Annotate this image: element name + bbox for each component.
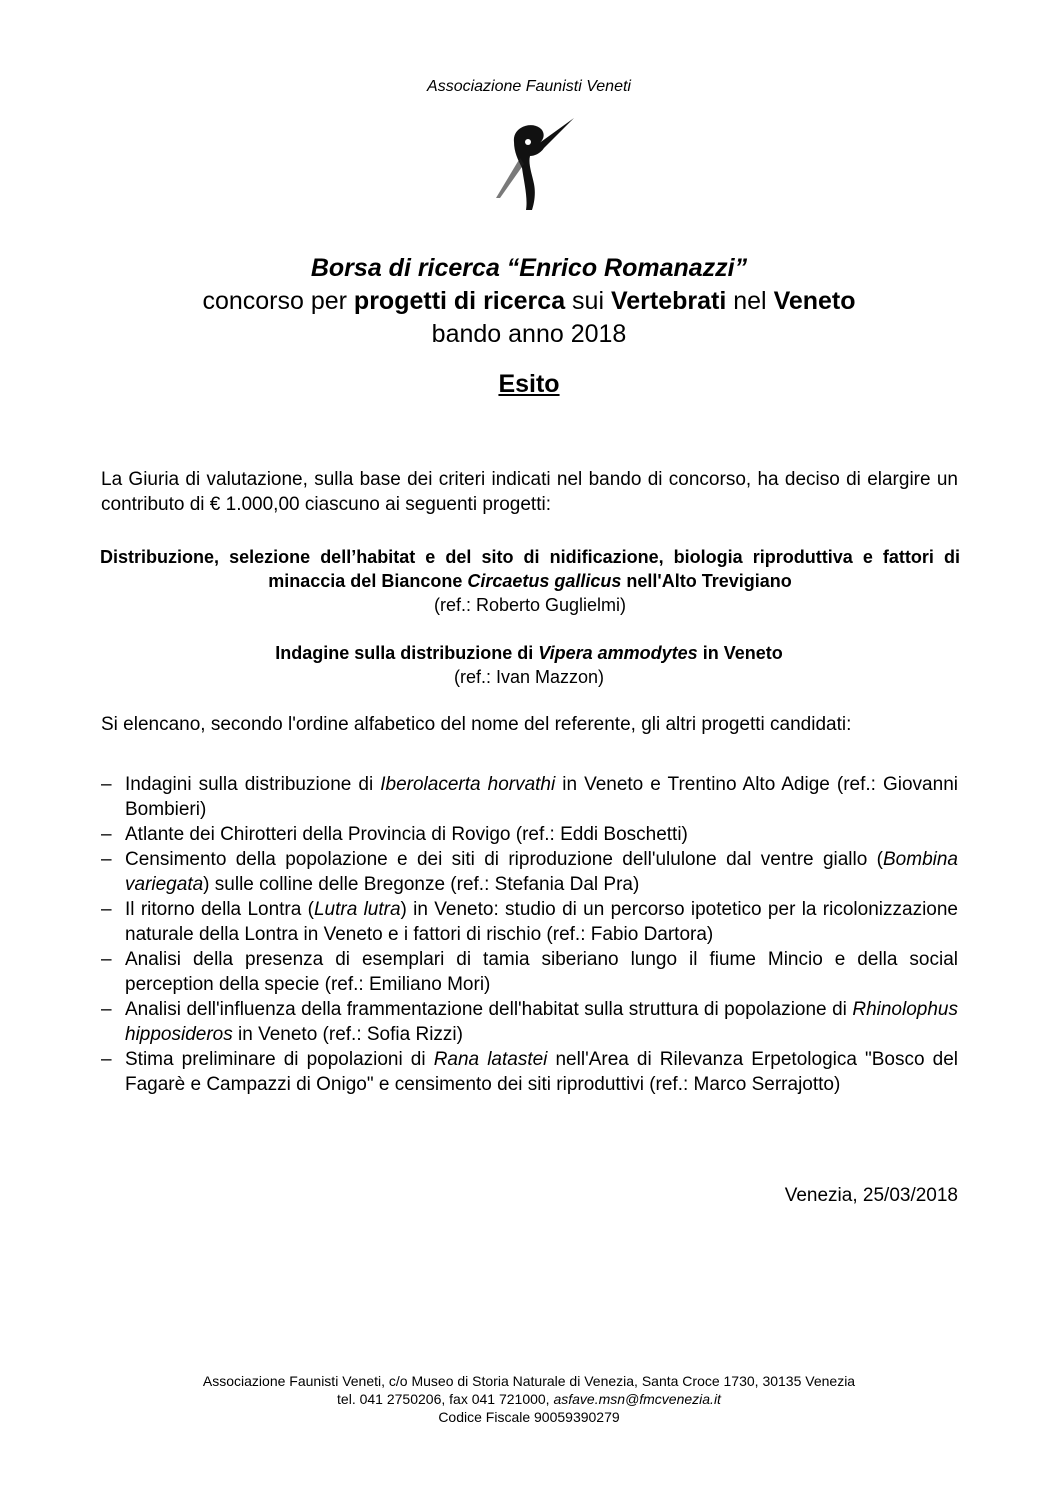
document-date: Venezia, 25/03/2018 [784, 1185, 958, 1206]
call-year: bando anno 2018 [431, 320, 627, 348]
winner-ref: (ref.: Roberto Guglielmi) [433, 595, 627, 615]
footer [0, 1372, 1058, 1426]
list-item: – Analisi della presenza di esemplari di tamia siberiano lungo il fiume Mincio e della social perception della specie (ref.: Emiliano Mori) [101, 949, 958, 995]
list-item: – Indagini sulla distribuzione di Iberolacerta horvathi in Veneto e Trentino Alto Adige (ref.: Giovanni Bombieri) [101, 774, 958, 820]
result-heading: Esito [498, 370, 560, 398]
candidate-projects-list [101, 772, 958, 1097]
list-item: – Il ritorno della Lontra (Lutra lutra) in Veneto: studio di un percorso ipotetico per la ricolonizzazione naturale della Lontra in Veneto e i fattori di rischio (ref.: Fabio Dartora) [101, 899, 958, 945]
footer-address: Associazione Faunisti Veneti, c/o Museo di Storia Naturale di Venezia, Santa Croce 1730, 30135 Venezia [202, 1373, 856, 1389]
list-item: – Atlante dei Chirotteri della Provincia di Rovigo (ref.: Eddi Boschetti) [101, 824, 688, 845]
winner-ref: (ref.: Ivan Mazzon) [453, 667, 605, 687]
footer-contacts: tel. 041 2750206, fax 041 721000, asfave.msn@fmcvenezia.it [337, 1391, 721, 1407]
bird-logo-icon [484, 112, 580, 212]
footer-email[interactable]: asfave.msn@fmcvenezia.it [553, 1391, 721, 1407]
intro-paragraph: La Giuria di valutazione, sulla base dei criteri indicati nel bando di concorso, ha deciso di elargire un contributo di € 1.000,00 ciascuno ai seguenti progetti: [101, 469, 958, 515]
footer-tax-code: Codice Fiscale 90059390279 [438, 1409, 620, 1425]
list-item: – Stima preliminare di popolazioni di Rana latastei nell'Area di Rilevanza Erpetologica "Bosco del Fagarè e Campazzi di Onigo" e censimento dei siti riproduttivi (ref.: Marco Serrajotto) [101, 1049, 959, 1095]
list-item: – Censimento della popolazione e dei siti di riproduzione dell'ululone dal ventre giallo (Bombina variegata) sulle colline delle Bregonze (ref.: Stefania Dal Pra) [101, 849, 958, 895]
contest-subtitle: concorso per progetti di ricerca sui Vertebrati nel Veneto [202, 287, 856, 315]
winner-project-1: Distribuzione, selezione dell’habitat e del sito di nidificazione, biologia riproduttiva e fattori di minaccia del Biancone Circaetus gallicus nell'Alto Trevigiano (ref.: Roberto Guglielmi) [100, 547, 960, 615]
scholarship-title: Borsa di ricerca “Enrico Romanazzi” [310, 254, 748, 282]
candidates-intro: Si elencano, secondo l'ordine alfabetico del nome del referente, gli altri progetti candidati: [101, 714, 852, 735]
list-item: – Analisi dell'influenza della frammentazione dell'habitat sulla struttura di popolazione di Rhinolophus hipposideros in Veneto (ref.: Sofia Rizzi) [101, 999, 958, 1045]
organization-name: Associazione Faunisti Veneti [427, 78, 631, 95]
winner-project-2: Indagine sulla distribuzione di Vipera ammodytes in Veneto (ref.: Ivan Mazzon) [0, 641, 1058, 689]
